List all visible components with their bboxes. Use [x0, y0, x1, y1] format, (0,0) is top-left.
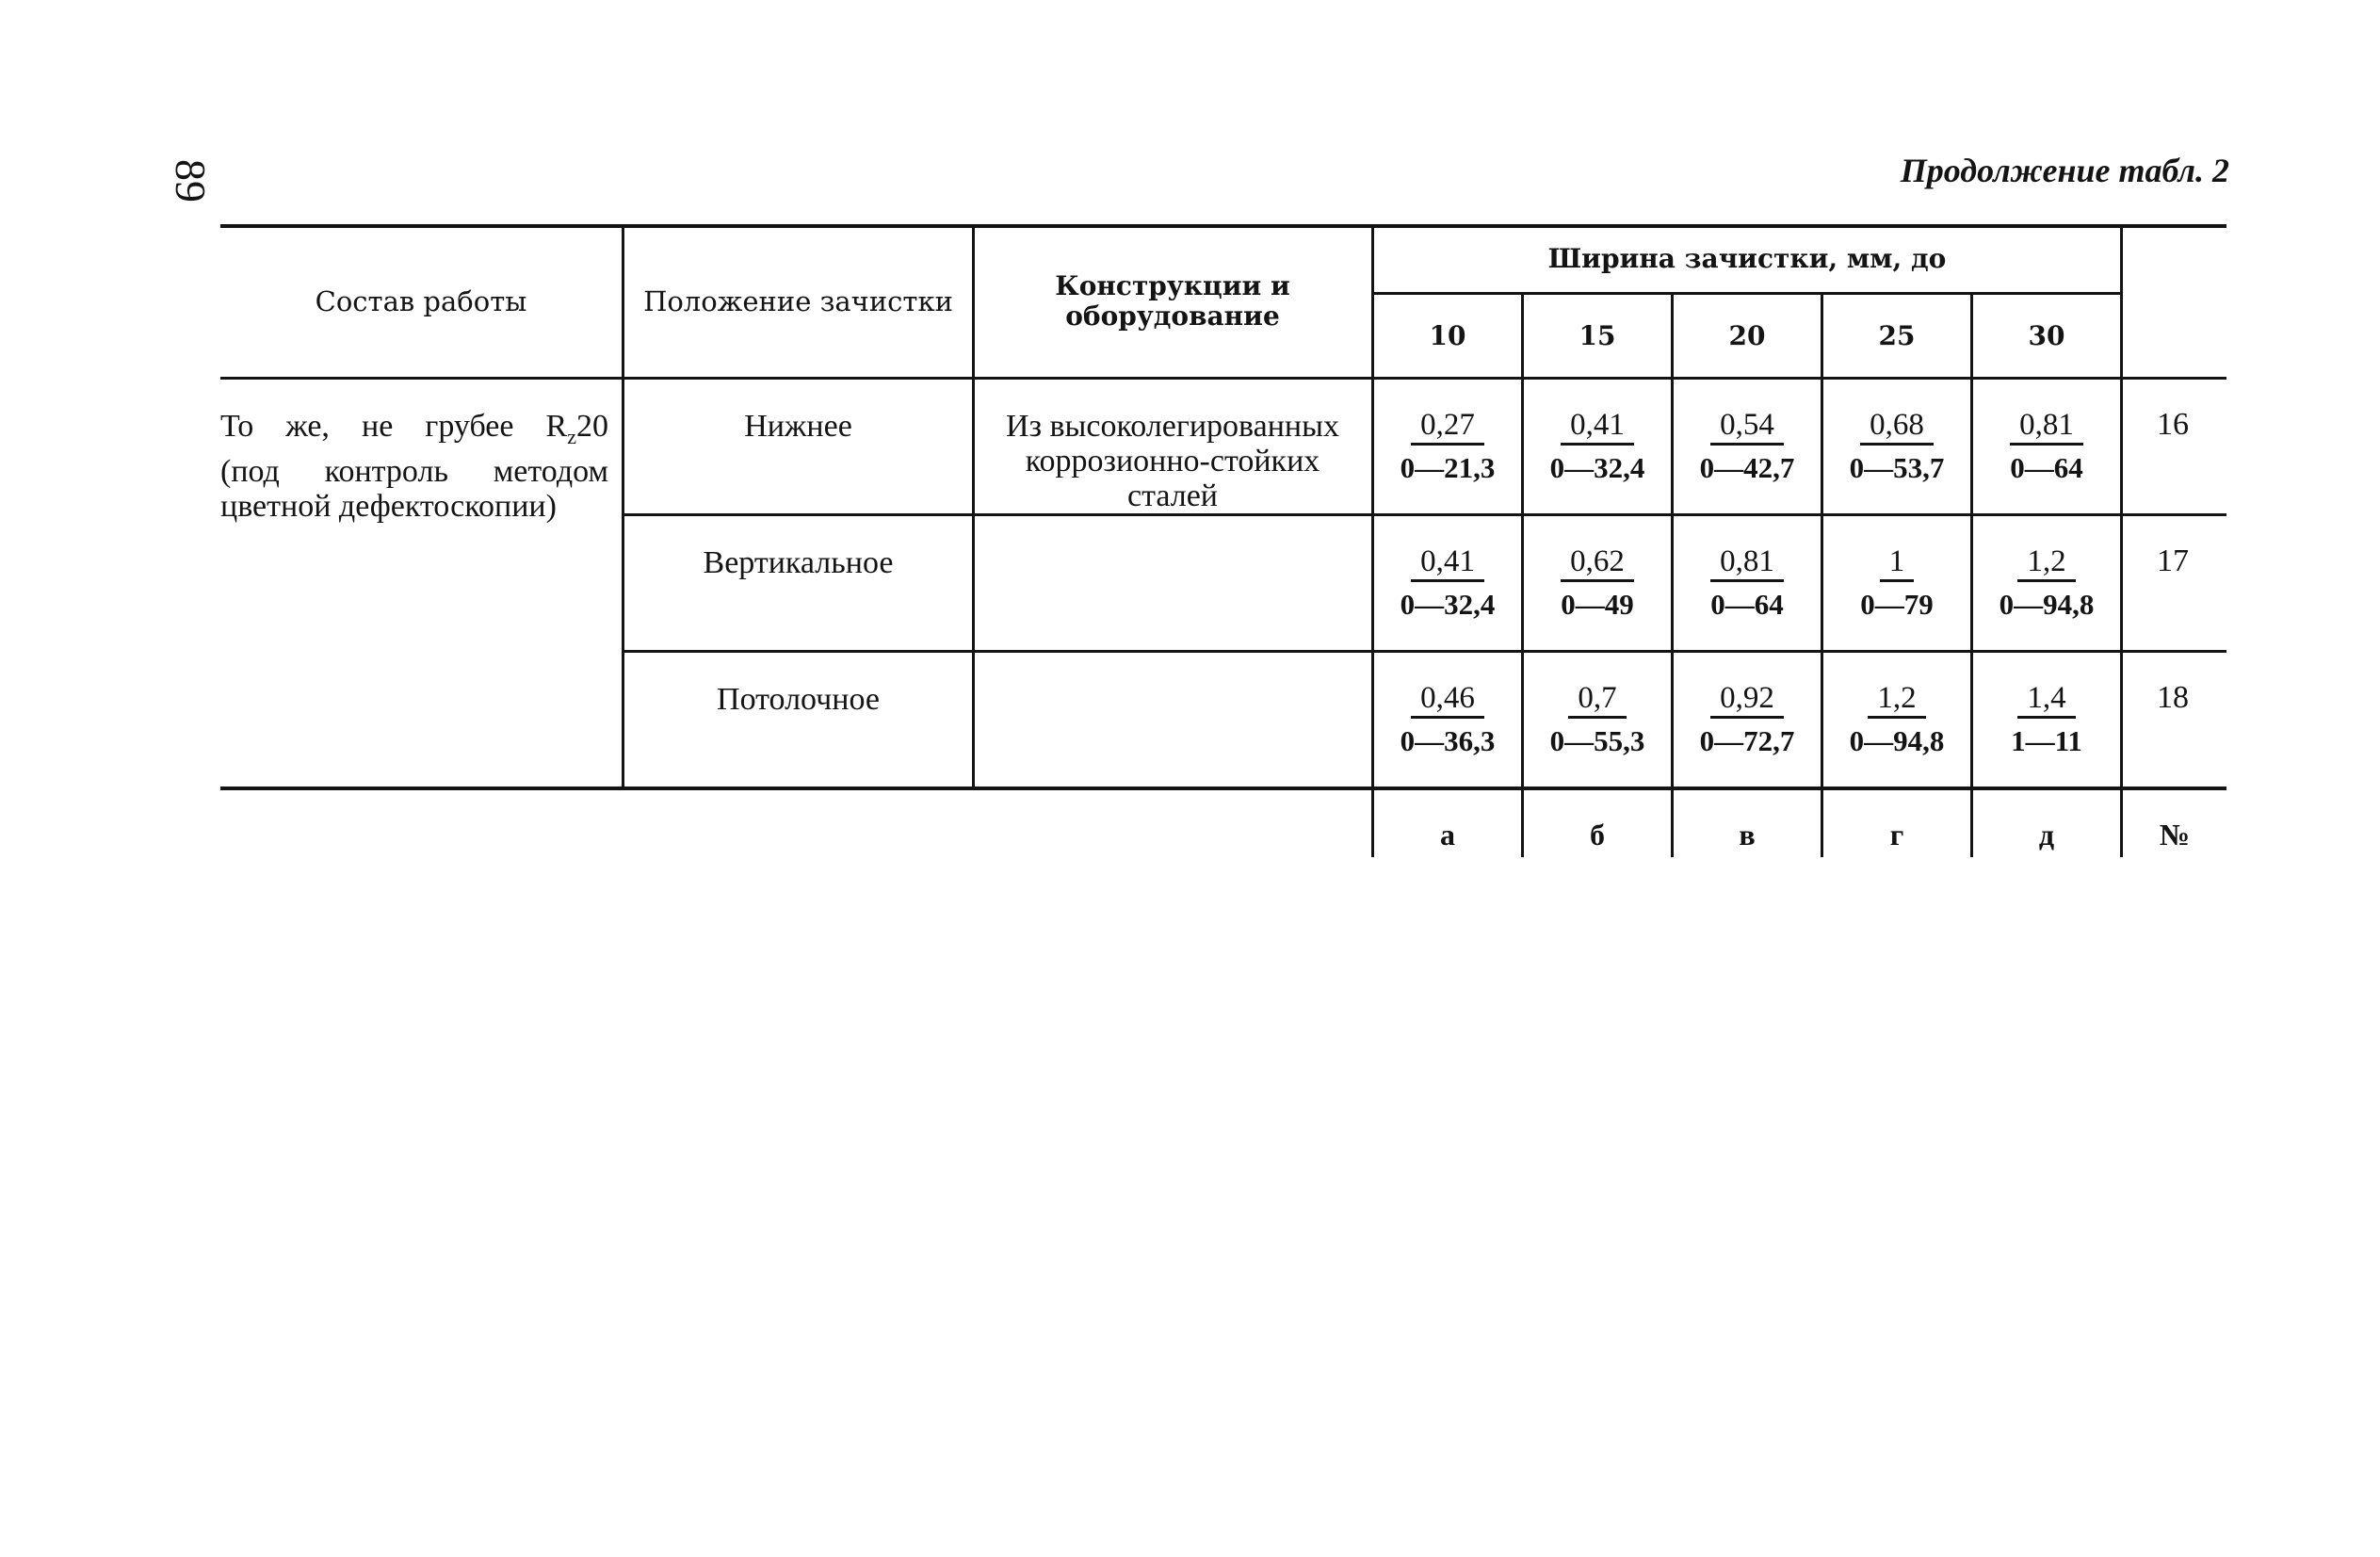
table-bottom-rule — [220, 787, 2226, 790]
value-cell: $\frac{0,27}{0—21,3}$ — [1400, 408, 1496, 484]
value-cell: $\frac{0,92}{0—72,7}$ — [1699, 681, 1795, 757]
header-work: Состав работы — [315, 284, 527, 317]
header-width-20: 20 — [1728, 319, 1766, 351]
value-cell: $\frac{0,46}{0—36,3}$ — [1400, 681, 1496, 757]
page-number: 89 — [167, 159, 215, 203]
work-line-1: То же, не грубее $R_z20$ — [220, 409, 608, 448]
row-number: 17 — [2157, 543, 2189, 578]
row-number: 16 — [2157, 407, 2189, 442]
value-cell: $\frac{1,2}{0—94,8}$ — [1849, 681, 1945, 757]
column-rule — [972, 224, 975, 789]
value-cell: $\frac{0,7}{0—55,3}$ — [1549, 681, 1645, 757]
column-rule — [2120, 224, 2123, 857]
column-label-g: г — [1889, 818, 1904, 851]
position-ceiling: Потолочное — [717, 681, 880, 717]
construction-line-1: Из высоколегированных — [1006, 409, 1339, 444]
row-divider — [622, 513, 2226, 516]
header-width: Ширина зачистки, мм, до — [1547, 243, 1947, 274]
position-vertical: Вертикальное — [703, 544, 894, 580]
value-cell: $\frac{1}{0—79}$ — [1860, 544, 1934, 621]
header-width-25: 25 — [1878, 319, 1916, 351]
header-position: Положение зачистки — [643, 284, 953, 317]
construction-description — [980, 409, 1366, 513]
column-label-number: № — [2159, 818, 2191, 851]
column-label-v: в — [1739, 818, 1756, 851]
value-cell: $\frac{1,2}{0—94,8}$ — [1999, 544, 2095, 621]
position-lower: Нижнее — [744, 408, 852, 444]
value-cell: $\frac{0,81}{0—64}$ — [1710, 544, 1784, 621]
header-bottom-rule — [220, 377, 2226, 380]
header-construction: Конструкции и оборудование — [1055, 270, 1290, 332]
value-cell: $\frac{1,4}{1—11}$ — [2011, 681, 2082, 757]
table-caption: Продолжение табл. 2 — [1900, 152, 2229, 189]
header-width-10: 10 — [1429, 319, 1466, 351]
value-cell: $\frac{0,41}{0—32,4}$ — [1549, 408, 1645, 484]
header-width-30: 30 — [2028, 319, 2065, 351]
column-label-a: а — [1440, 818, 1455, 851]
column-label-b: б — [1590, 818, 1605, 851]
work-line-3: цветной дефектоскопии) — [220, 488, 557, 524]
value-cell: $\frac{0,62}{0—49}$ — [1561, 544, 1634, 621]
work-description — [220, 409, 608, 524]
value-cell: $\frac{0,68}{0—53,7}$ — [1849, 408, 1945, 484]
value-cell: $\frac{0,54}{0—42,7}$ — [1699, 408, 1795, 484]
row-divider — [622, 650, 2226, 653]
value-cell: $\frac{0,81}{0—64}$ — [2010, 408, 2083, 484]
header-width-15: 15 — [1579, 319, 1616, 351]
construction-line-3: сталей — [1126, 478, 1218, 513]
construction-line-2: коррозионно-стойких — [1025, 444, 1320, 478]
row-number: 18 — [2157, 680, 2189, 715]
value-cell: $\frac{0,41}{0—32,4}$ — [1400, 544, 1496, 621]
work-line-2: (под контроль методом — [220, 453, 608, 489]
column-label-d: д — [2038, 818, 2055, 851]
